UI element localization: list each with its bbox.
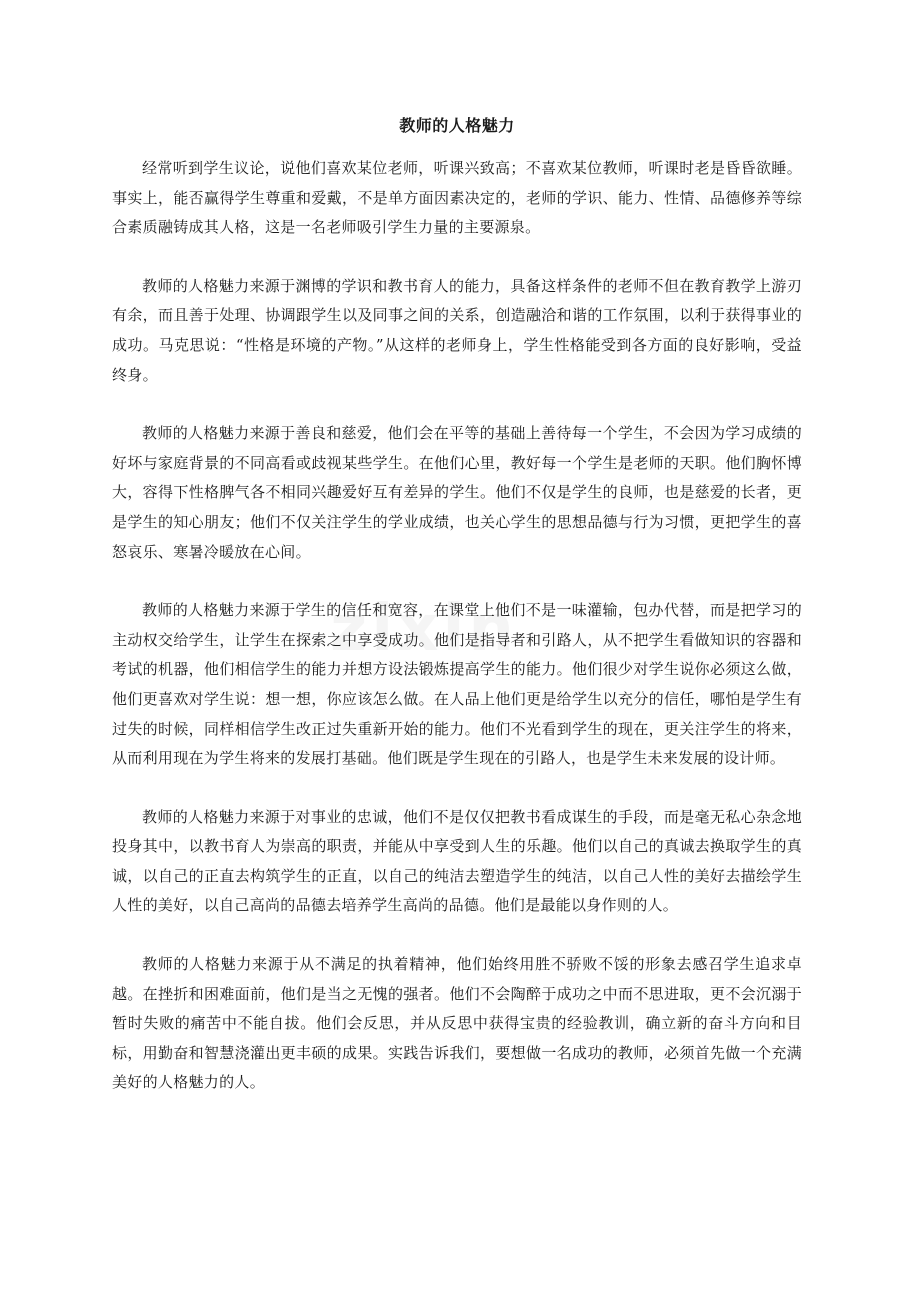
paragraph-loyalty: 教师的人格魅力来源于对事业的忠诚，他们不是仅仅把教书看成谋生的手段，而是毫无私心杂念地投身其中，以教书育人为崇高的职责，并能从中享受到人生的乐趣。他们以自己的真诚去换取学生的真诚，以自己的正直去构筑学生的正直，以自己的纯洁去塑造学生的纯洁，以自己人性的美好去描绘学生人性的美好，以自己高尚的品德去培养学生高尚的品德。他们是最能以身作则的人。	[112, 807, 802, 915]
document-title: 教师的人格魅力	[399, 116, 515, 135]
paragraph-intro: 经常听到学生议论，说他们喜欢某位老师，听课兴致高；不喜欢某位教师，听课时老是昏昏欲睡。事实上，能否赢得学生尊重和爱戴，不是单方面因素决定的，老师的学识、能力、性情、品德修养等综合素质融铸成其人格，这是一名老师吸引学生力量的主要源泉。	[112, 159, 802, 237]
document-page	[112, 112, 802, 1127]
paragraph-trust: 教师的人格魅力来源于学生的信任和宽容，在课堂上他们不是一味灌输，包办代替，而是把学习的主动权交给学生，让学生在探索之中享受成功。他们是指导者和引路人，从不把学生看做知识的容器和考试的机器，他们相信学生的能力并想方设法锻炼提高学生的能力。他们很少对学生说你必须这么做，他们更喜欢对学生说：想一想，你应该怎么做。在人品上他们更是给学生以充分的信任，哪怕是学生有过失的时候，同样相信学生改正过失重新开始的能力。他们不光看到学生的现在，更关注学生的将来，从而利用现在为学生将来的发展打基础。他们既是学生现在的引路人，也是学生未来发展的设计师。	[112, 601, 802, 768]
paragraph-kindness: 教师的人格魅力来源于善良和慈爱，他们会在平等的基础上善待每一个学生，不会因为学习成绩的好坏与家庭背景的不同高看或歧视某些学生。在他们心里，教好每一个学生是老师的天职。他们胸怀博大，容得下性格脾气各不相同兴趣爱好互有差异的学生。他们不仅是学生的良师，也是慈爱的长者，更是学生的知心朋友；他们不仅关注学生的学业成绩，也关心学生的思想品德与行为习惯，更把学生的喜怒哀乐、寒暑冷暖放在心间。	[112, 424, 802, 561]
paragraph-perseverance: 教师的人格魅力来源于从不满足的执着精神，他们始终用胜不骄败不馁的形象去感召学生追求卓越。在挫折和困难面前，他们是当之无愧的强者。他们不会陶醉于成功之中而不思进取，更不会沉溺于暂时失败的痛苦中不能自拔。他们会反思，并从反思中获得宝贵的经验教训，确立新的奋斗方向和目标，用勤奋和智慧浇灌出更丰硕的成果。实践告诉我们，要想做一名成功的教师，必须首先做一个充满美好的人格魅力的人。	[112, 955, 802, 1092]
paragraph-knowledge: 教师的人格魅力来源于渊博的学识和教书育人的能力，具备这样条件的老师不但在教育教学上游刃有余，而且善于处理、协调跟学生以及同事之间的关系，创造融洽和谐的工作氛围，以利于获得事业的成功。马克思说：“性格是环境的产物。”从这样的老师身上，学生性格能受到各方面的良好影响，受益终身。	[112, 276, 802, 384]
